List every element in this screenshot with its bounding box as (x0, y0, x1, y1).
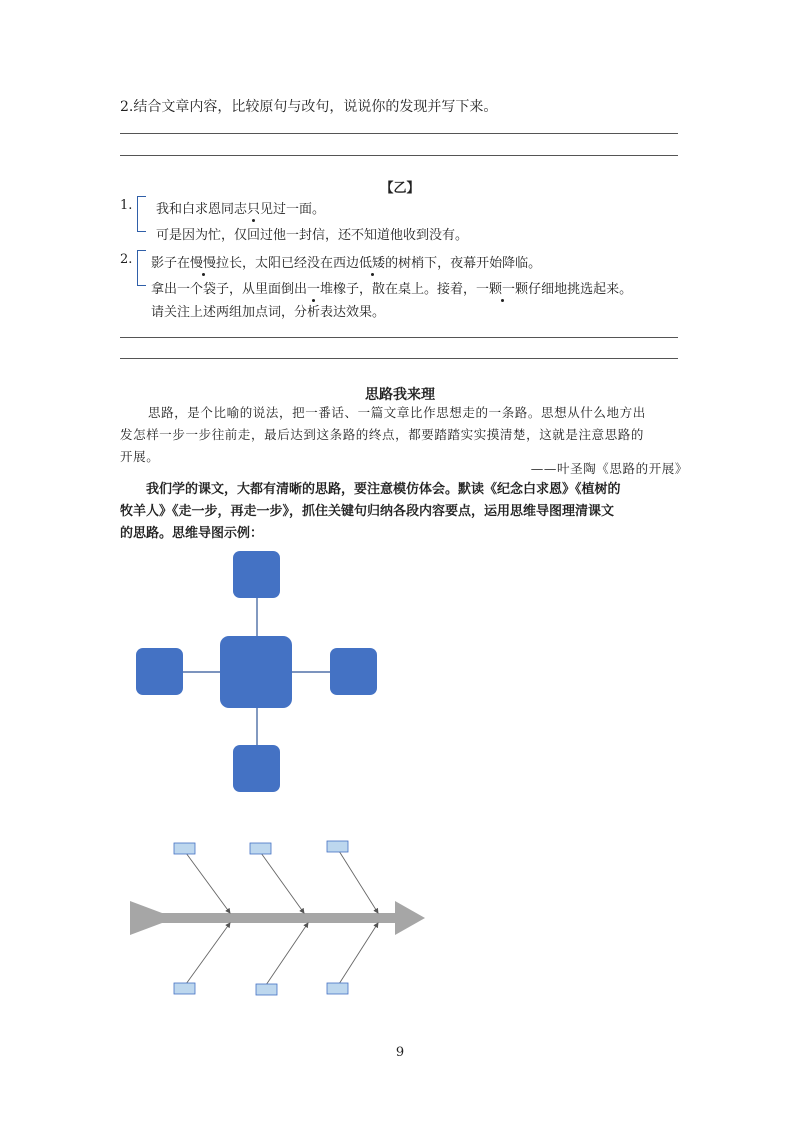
section-title: 思路我来理 (365, 387, 435, 403)
quote-line: 思路，是个比喻的说法，把一番话、一篇文章比作思想走的一条路。思想从什么地方出 (148, 405, 646, 420)
answer-line[interactable] (120, 155, 678, 156)
fishbone-branch (186, 923, 230, 984)
fishbone-spine (160, 913, 400, 923)
item-2-line-1: 影子在慢慢拉长，太阳已经没在西边低矮的树梢下，夜幕开始降临。 (151, 256, 542, 271)
fishbone-branch (186, 853, 230, 913)
intro-line: 我们学的课文，大都有清晰的思路，要注意模仿体会。默读《纪念白求恩》《植树的 (146, 482, 621, 497)
fishbone-branch (266, 923, 308, 985)
fishbone-arrow-head (395, 901, 425, 935)
item-2-line-2: 拿出一个袋子，从里面倒出一堆橡子，散在桌上。接着，一颗一颗仔细地挑选起来。 (151, 282, 633, 297)
fishbone-branch (339, 851, 378, 913)
dotted-word: 慢慢 (190, 256, 217, 271)
item-1-line-1: 我和白求恩同志只见过一面。 (156, 202, 326, 217)
intro-line: 牧羊人》《走一步，再走一步》，抓住关键句归纳各段内容要点，运用思维导图理清课文 (120, 504, 615, 519)
fishbone-label-box[interactable] (174, 983, 195, 994)
fishbone-label-box[interactable] (327, 841, 348, 852)
answer-line[interactable] (120, 133, 678, 134)
quote-attribution: ——叶圣陶《思路的开展》 (530, 461, 688, 476)
mind-map-center-node[interactable] (220, 636, 292, 708)
question-2: 2.结合文章内容，比较原句与改句，说说你的发现并写下来。 (120, 99, 498, 115)
item-1-number: 1. (120, 198, 133, 213)
answer-line[interactable] (120, 337, 678, 338)
item-1-bracket (137, 196, 146, 232)
quote-line: 开展。 (120, 449, 160, 464)
item-2-bracket (137, 250, 146, 286)
mind-map-bottom-node[interactable] (233, 745, 280, 792)
fishbone-tail (130, 901, 162, 935)
fishbone-label-box[interactable] (250, 843, 271, 854)
fishbone-branch (339, 923, 378, 984)
fishbone-label-box[interactable] (174, 843, 195, 854)
dotted-word: 一 (307, 282, 321, 297)
item-1-line-2: 可是因为忙，仅回过他一封信，还不知道他收到没有。 (156, 228, 469, 243)
mind-map-right-node[interactable] (330, 648, 377, 695)
dotted-word: 低矮 (359, 256, 386, 271)
section-yi-heading: 【乙】 (380, 181, 420, 196)
mind-map-top-node[interactable] (233, 551, 280, 598)
dotted-word: 只 (247, 202, 261, 217)
mind-map-cross-diagram (120, 540, 400, 810)
dotted-word: 一颗一颗 (476, 282, 529, 297)
mind-map-left-node[interactable] (136, 648, 183, 695)
item-2-prompt: 请关注上述两组加点词，分析表达效果。 (151, 305, 386, 320)
fishbone-label-box[interactable] (327, 983, 348, 994)
page-number: 9 (395, 1045, 405, 1060)
item-2-number: 2. (120, 252, 133, 267)
intro-paragraph (120, 479, 690, 545)
answer-line[interactable] (120, 358, 678, 359)
fishbone-label-box[interactable] (256, 984, 277, 995)
fishbone-branch (261, 853, 304, 913)
intro-line: 的思路。思维导图示例： (120, 526, 264, 541)
quote-line: 发怎样一步一步往前走，最后达到这条路的终点，都要踏踏实实摸清楚，这就是注意思路的 (120, 427, 645, 442)
fishbone-diagram (120, 835, 440, 1005)
